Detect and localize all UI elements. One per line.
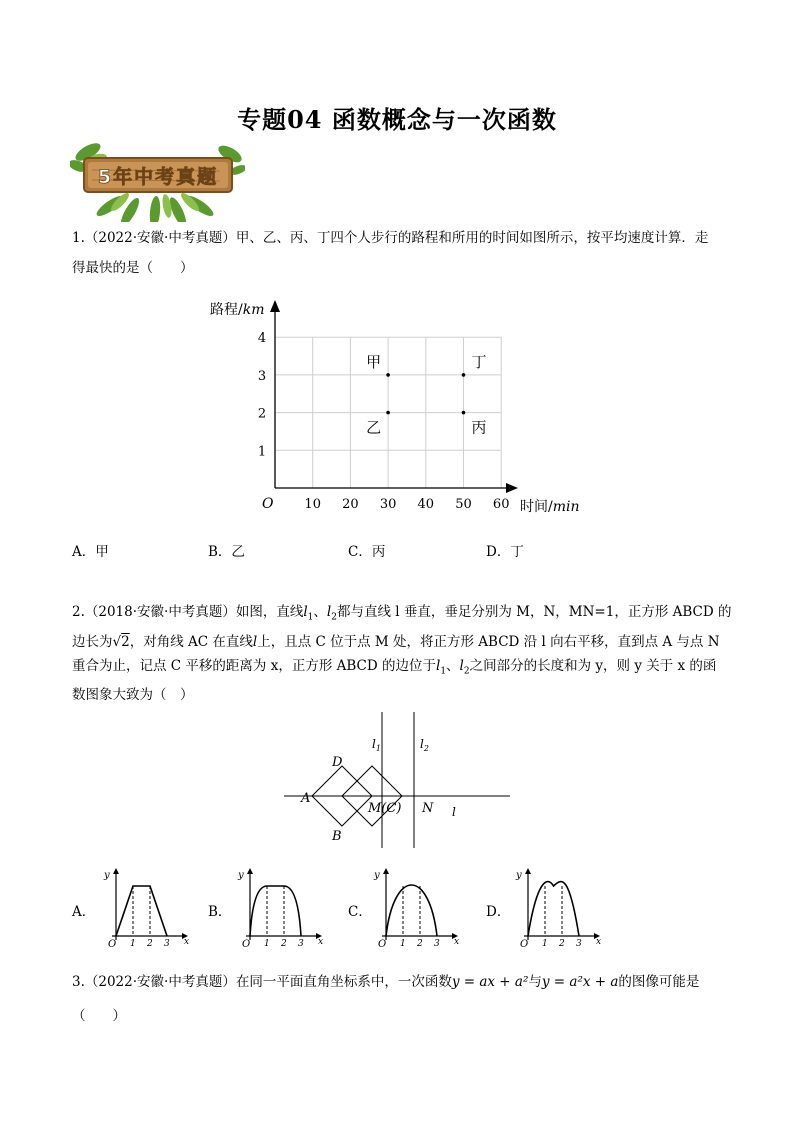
- label-n: N: [422, 801, 434, 816]
- tick-label: 1: [542, 939, 548, 948]
- option-a[interactable]: A．甲: [72, 544, 109, 560]
- question-3: [72, 970, 732, 1028]
- label-l1: $l_1$: [372, 737, 381, 753]
- x-tick-label: 30: [379, 497, 397, 512]
- y-label: y: [104, 870, 110, 881]
- question-1-line-1: 1.（2022·安徽·中考真题）甲、乙、丙、丁四个人步行的路程和所用的时间如图所示，按平均速度计算．走: [72, 230, 709, 246]
- curve: [250, 886, 301, 936]
- point-label: 甲: [366, 352, 382, 371]
- label-a: A: [301, 791, 311, 806]
- question-2-line-1: 2.（2018·安徽·中考真题）如图，直线$l_1$、$l_2$都与直线 l 垂直，垂足分别为 M，N，MN=1，正方形 ABCD 的: [72, 604, 732, 623]
- point-label: 乙: [366, 418, 382, 437]
- question-1: [72, 226, 732, 280]
- y-axis-label: 路程/km: [210, 302, 265, 318]
- y-axis-arrow-icon: [113, 868, 119, 874]
- question-1-chart: [200, 292, 600, 524]
- x-axis-arrow-icon: [506, 483, 518, 493]
- q2-option-c[interactable]: C．: [348, 904, 372, 920]
- y-label: y: [238, 870, 244, 881]
- question-2-line-2: 边长为√2，对角线 AC 在直线l上，且点 C 位于点 M 处，将正方形 ABCD 沿 l 向右平移，直到点 A 与点 N: [72, 633, 720, 650]
- point-label: 丙: [471, 418, 487, 437]
- label-l2: $l_2$: [420, 737, 429, 753]
- origin-label: O: [262, 496, 274, 512]
- label-d: D: [332, 755, 343, 770]
- tick-label: 3: [164, 939, 170, 948]
- x-label: x: [596, 937, 602, 947]
- data-point: [386, 411, 390, 415]
- tick-label: 2: [281, 939, 287, 948]
- q2-option-d[interactable]: D．: [486, 904, 511, 920]
- tick-label: 2: [147, 939, 153, 948]
- x-label: x: [454, 937, 460, 947]
- question-2-line-4: 数图象大致为（ ）: [72, 687, 194, 704]
- equation-2: y = a²x + a: [541, 974, 619, 990]
- tick-label: 3: [298, 939, 304, 948]
- tick-label: 3: [576, 939, 582, 948]
- tick-label: 1: [400, 939, 406, 948]
- banner-text: 5年中考真题: [97, 166, 219, 188]
- function-graph-d: [512, 864, 602, 948]
- option-d[interactable]: D．丁: [486, 544, 524, 560]
- question-3-line-2: （ ）: [72, 1008, 126, 1024]
- tick-label: 1: [130, 939, 136, 948]
- label-l: l: [452, 805, 456, 819]
- origin-label: O: [242, 939, 251, 948]
- banner-leaves-icon: [70, 140, 245, 222]
- y-axis-arrow-icon: [247, 868, 253, 874]
- x-tick-label: 40: [417, 497, 435, 512]
- question-2-figure: [282, 708, 514, 852]
- q2-option-a[interactable]: A．: [72, 904, 96, 920]
- curve: [386, 885, 437, 936]
- x-tick-label: 50: [455, 497, 472, 512]
- x-axis-label: 时间/min: [520, 499, 580, 515]
- question-1-line-2: 得最快的是（ ）: [72, 260, 194, 276]
- q2-option-b[interactable]: B．: [208, 904, 232, 920]
- graph-a[interactable]: [100, 864, 190, 952]
- tick-label: 1: [264, 939, 270, 948]
- x-label: x: [318, 937, 324, 947]
- equation-1: y = ax + a²: [451, 974, 529, 990]
- point-label: 丁: [471, 352, 487, 371]
- data-point: [462, 411, 466, 415]
- function-graph-c: [370, 864, 460, 948]
- y-tick-label: 3: [257, 368, 267, 384]
- distance-time-chart: [200, 292, 600, 524]
- page-title: 专题04 函数概念与一次函数: [237, 105, 557, 134]
- origin-label: O: [520, 939, 529, 948]
- x-tick-label: 60: [492, 497, 510, 512]
- y-tick-label: 4: [257, 331, 267, 347]
- option-b[interactable]: B．乙: [208, 544, 245, 560]
- y-axis-arrow-icon: [525, 868, 531, 874]
- tick-label: 2: [559, 939, 565, 948]
- y-tick-label: 1: [257, 444, 267, 460]
- function-graph-b: [234, 864, 324, 948]
- sqrt-symbol: √: [112, 633, 122, 650]
- curve: [528, 882, 579, 936]
- graph-b[interactable]: [234, 864, 324, 952]
- data-point: [386, 373, 390, 377]
- y-label: y: [374, 870, 380, 881]
- graph-c[interactable]: [370, 864, 460, 952]
- banner-image: [70, 140, 245, 222]
- label-mc: M(C): [368, 801, 402, 816]
- y-tick-label: 2: [257, 406, 267, 422]
- graph-d[interactable]: [512, 864, 602, 952]
- option-c[interactable]: C．丙: [348, 544, 386, 560]
- question-2-line-3: 重合为止，记点 C 平移的距离为 x，正方形 ABCD 的边位于$l_1$、$l_2$之间部分的长度和为 y，则 y 关于 x 的函: [72, 657, 717, 677]
- origin-label: O: [108, 939, 117, 948]
- curve: [116, 886, 167, 936]
- function-graph-a: [100, 864, 190, 948]
- y-label: y: [516, 870, 522, 881]
- x-label: x: [184, 937, 190, 947]
- question-3-line-1: 3.（2022·安徽·中考真题）在同一平面直角坐标系中，一次函数y = ax + a²与y = a²x + a的图像可能是: [72, 974, 700, 990]
- tick-label: 2: [417, 939, 423, 948]
- y-axis-arrow-icon: [270, 300, 280, 312]
- square-translation-figure: [282, 708, 514, 852]
- tick-label: 3: [434, 939, 440, 948]
- x-tick-label: 10: [304, 497, 321, 512]
- origin-label: O: [378, 939, 387, 948]
- x-tick-label: 20: [342, 497, 359, 512]
- label-b: B: [332, 829, 342, 844]
- y-axis-arrow-icon: [383, 868, 389, 874]
- data-point: [462, 373, 466, 377]
- question-2: [72, 600, 732, 707]
